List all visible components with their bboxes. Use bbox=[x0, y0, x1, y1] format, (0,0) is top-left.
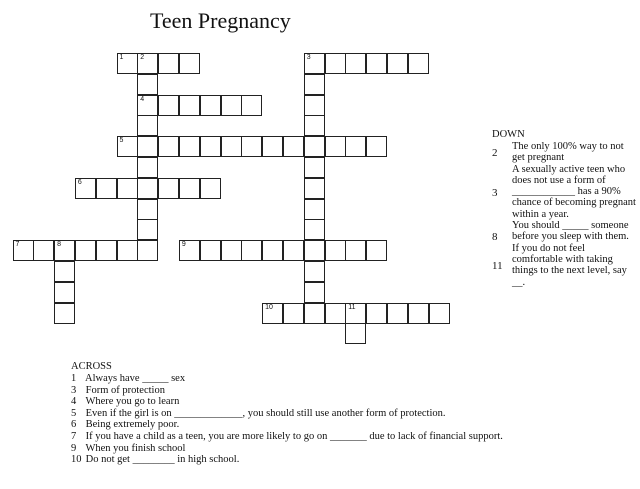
grid-cell[interactable] bbox=[137, 199, 158, 220]
grid-cell[interactable] bbox=[221, 136, 242, 157]
across-clue-number: 9 bbox=[71, 442, 77, 454]
down-heading: DOWN bbox=[492, 129, 525, 140]
grid-cell[interactable] bbox=[304, 261, 325, 282]
grid-cell[interactable] bbox=[345, 53, 366, 74]
grid-cell[interactable] bbox=[262, 240, 283, 261]
across-clue bbox=[71, 385, 503, 397]
grid-cell[interactable] bbox=[304, 95, 325, 116]
down-clue bbox=[492, 164, 637, 220]
grid-cell[interactable] bbox=[137, 74, 158, 95]
grid-cell[interactable] bbox=[137, 157, 158, 178]
grid-cell[interactable] bbox=[429, 303, 450, 324]
grid-clue-number: 2 bbox=[140, 54, 145, 61]
grid-clue-number: 11 bbox=[348, 303, 356, 311]
across-clue-number: 6 bbox=[71, 419, 77, 431]
across-clue bbox=[71, 443, 503, 455]
grid-cell[interactable] bbox=[262, 136, 283, 157]
down-clue-text: A sexually active teen who does not use a form of ____________ has a 90% chance of becoming pregnant within a year. bbox=[512, 163, 636, 220]
grid-cell[interactable] bbox=[137, 53, 158, 74]
grid-cell[interactable] bbox=[241, 95, 262, 116]
grid-cell[interactable] bbox=[366, 136, 387, 157]
grid-cell[interactable] bbox=[179, 178, 200, 199]
across-clue bbox=[71, 431, 503, 443]
grid-cell[interactable] bbox=[366, 53, 387, 74]
grid-clue-number: 5 bbox=[119, 137, 124, 145]
grid-cell[interactable] bbox=[158, 53, 179, 74]
across-clue-text: Even if the girl is on _____________, you should still use another form of protection. bbox=[85, 407, 446, 419]
grid-cell[interactable] bbox=[117, 53, 138, 74]
grid-clue-number: 1 bbox=[119, 54, 124, 61]
grid-cell[interactable] bbox=[345, 136, 366, 157]
grid-cell[interactable] bbox=[304, 136, 325, 157]
across-clue-number: 10 bbox=[71, 454, 82, 466]
across-clue-text: If you have a child as a teen, you are more likely to go on _______ due to lack of financial support. bbox=[85, 430, 503, 442]
grid-cell[interactable] bbox=[117, 240, 138, 261]
grid-cell[interactable] bbox=[283, 136, 304, 157]
grid-cell[interactable] bbox=[241, 240, 262, 261]
down-clue-number: 11 bbox=[492, 259, 503, 272]
grid-cell[interactable] bbox=[33, 240, 54, 261]
grid-cell[interactable] bbox=[158, 178, 179, 199]
grid-cell[interactable] bbox=[325, 136, 346, 157]
grid-cell[interactable] bbox=[200, 136, 221, 157]
grid-cell[interactable] bbox=[179, 53, 200, 74]
grid-cell[interactable] bbox=[137, 219, 158, 240]
grid-cell[interactable] bbox=[137, 178, 158, 199]
across-clues bbox=[71, 361, 503, 466]
grid-clue-number: 6 bbox=[77, 178, 82, 186]
grid-cell[interactable] bbox=[304, 240, 325, 261]
across-clue bbox=[71, 408, 503, 420]
grid-cell[interactable] bbox=[54, 240, 75, 261]
grid-cell[interactable] bbox=[304, 282, 325, 303]
grid-cell[interactable] bbox=[304, 157, 325, 178]
grid-cell[interactable] bbox=[283, 240, 304, 261]
grid-cell[interactable] bbox=[158, 95, 179, 116]
grid-cell[interactable] bbox=[304, 303, 325, 324]
puzzle-title: Teen Pregnancy bbox=[150, 8, 291, 33]
grid-cell[interactable] bbox=[387, 53, 408, 74]
grid-cell[interactable] bbox=[179, 240, 200, 261]
across-clue-number: 4 bbox=[71, 396, 77, 408]
across-clue-number: 5 bbox=[71, 407, 77, 419]
down-clue-number: 3 bbox=[492, 186, 498, 199]
grid-cell[interactable] bbox=[366, 303, 387, 324]
across-clue-text: Form of protection bbox=[85, 384, 165, 396]
grid-cell[interactable] bbox=[200, 178, 221, 199]
grid-cell[interactable] bbox=[96, 178, 117, 199]
down-clue-text: The only 100% way to not get pregnant bbox=[512, 141, 624, 164]
grid-cell[interactable] bbox=[241, 136, 262, 157]
grid-cell[interactable] bbox=[75, 178, 96, 199]
grid-cell[interactable] bbox=[179, 136, 200, 157]
grid-cell[interactable] bbox=[262, 303, 283, 324]
across-clue bbox=[71, 419, 503, 431]
across-clue-text: Do not get ________ in high school. bbox=[85, 454, 240, 466]
grid-cell[interactable] bbox=[408, 303, 429, 324]
down-clue bbox=[492, 243, 637, 288]
grid-cell[interactable] bbox=[345, 240, 366, 261]
grid-cell[interactable] bbox=[387, 303, 408, 324]
grid-cell[interactable] bbox=[283, 303, 304, 324]
grid-clue-number: 8 bbox=[57, 241, 61, 249]
grid-cell[interactable] bbox=[137, 115, 158, 136]
grid-cell[interactable] bbox=[137, 136, 158, 157]
across-clue-text: Where you go to learn bbox=[85, 396, 180, 408]
grid-cell[interactable] bbox=[200, 95, 221, 116]
grid-clue-number: 9 bbox=[181, 241, 186, 249]
across-clue-number: 3 bbox=[71, 384, 77, 396]
grid-cell[interactable] bbox=[366, 240, 387, 261]
down-clue-number: 2 bbox=[492, 147, 498, 159]
grid-cell[interactable] bbox=[325, 240, 346, 261]
grid-cell[interactable] bbox=[117, 136, 138, 157]
across-clue bbox=[71, 454, 503, 466]
grid-cell[interactable] bbox=[345, 303, 366, 324]
grid-cell[interactable] bbox=[304, 199, 325, 220]
grid-cell[interactable] bbox=[408, 53, 429, 74]
down-clue-text: If you do not feel comfortable with taking things to the next level, say __. bbox=[512, 242, 627, 288]
grid-clue-number: 7 bbox=[15, 241, 20, 249]
grid-cell[interactable] bbox=[304, 74, 325, 95]
grid-cell[interactable] bbox=[304, 115, 325, 136]
grid-cell[interactable] bbox=[200, 240, 221, 261]
across-clue-text: When you finish school bbox=[85, 442, 186, 454]
grid-cell[interactable] bbox=[75, 240, 96, 261]
grid-cell[interactable] bbox=[179, 95, 200, 116]
down-clue-text: You should _____ someone before you sleep with them. bbox=[512, 220, 629, 243]
grid-cell[interactable] bbox=[54, 282, 75, 303]
across-clue bbox=[71, 396, 503, 408]
grid-cell[interactable] bbox=[221, 240, 242, 261]
grid-cell[interactable] bbox=[304, 219, 325, 240]
across-heading: ACROSS bbox=[71, 361, 112, 372]
down-clue-number: 8 bbox=[492, 231, 498, 244]
grid-cell[interactable] bbox=[96, 240, 117, 261]
grid-cell[interactable] bbox=[325, 53, 346, 74]
grid-cell[interactable] bbox=[304, 178, 325, 199]
grid-cell[interactable] bbox=[304, 53, 325, 74]
across-clue-text: Being extremely poor. bbox=[85, 419, 180, 431]
grid-clue-number: 10 bbox=[265, 303, 273, 311]
grid-cell[interactable] bbox=[158, 136, 179, 157]
down-clues bbox=[492, 129, 637, 288]
grid-cell[interactable] bbox=[325, 303, 346, 324]
across-clue-number: 7 bbox=[71, 430, 77, 442]
grid-cell[interactable] bbox=[13, 240, 34, 261]
across-clue bbox=[71, 373, 503, 385]
grid-cell[interactable] bbox=[345, 323, 366, 344]
across-clue-text: Always have _____ sex bbox=[85, 373, 186, 384]
grid-clue-number: 4 bbox=[140, 95, 145, 103]
down-clue bbox=[492, 220, 637, 243]
grid-cell[interactable] bbox=[54, 261, 75, 282]
across-clue-number: 1 bbox=[71, 373, 77, 384]
down-clue bbox=[492, 141, 637, 164]
grid-cell[interactable] bbox=[137, 240, 158, 261]
grid-cell[interactable] bbox=[221, 95, 242, 116]
grid-cell[interactable] bbox=[137, 95, 158, 116]
grid-cell[interactable] bbox=[117, 178, 138, 199]
grid-clue-number: 3 bbox=[306, 54, 311, 61]
grid-cell[interactable] bbox=[54, 303, 75, 324]
